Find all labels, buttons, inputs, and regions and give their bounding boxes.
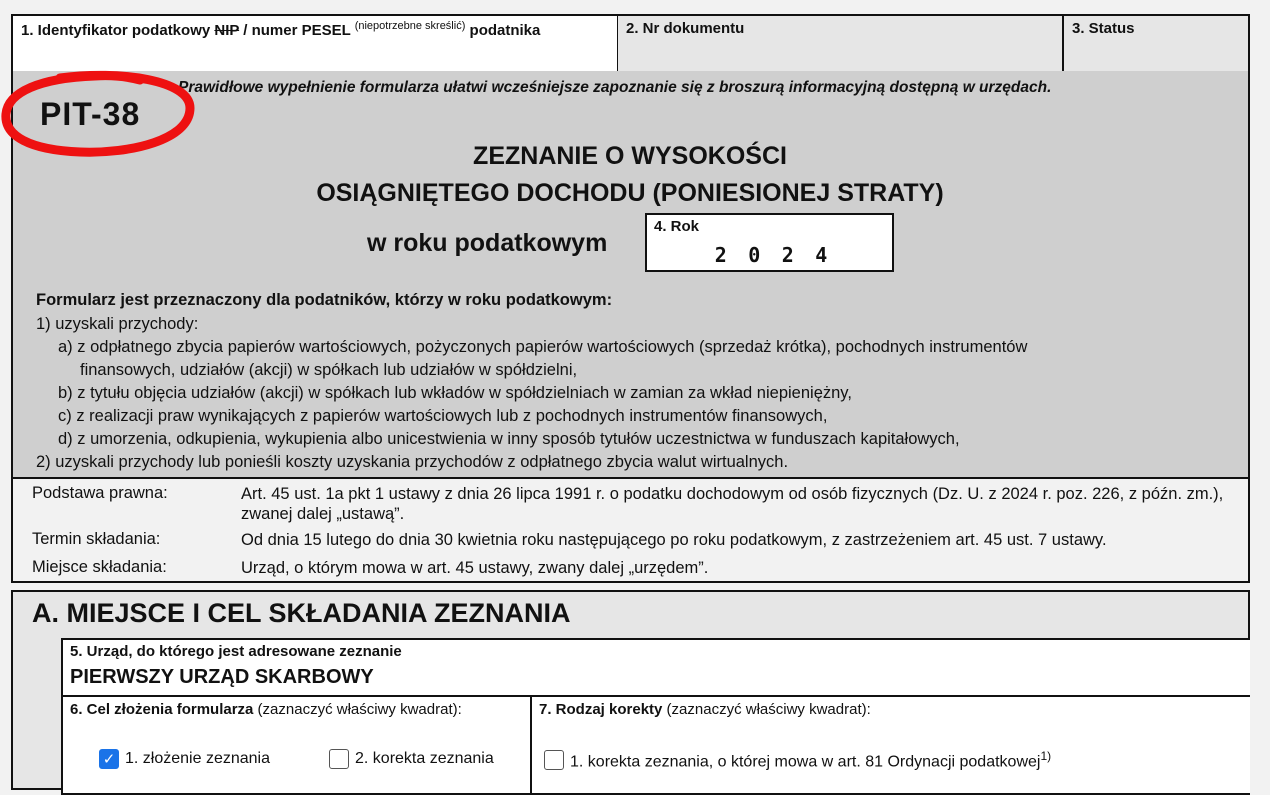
form-title-line-1: ZEZNANIE O WYSOKOŚCI [473, 142, 787, 170]
year-digit: 2 [781, 243, 794, 267]
field-3-label: 3. Status [1072, 20, 1135, 37]
field-3-status[interactable] [1063, 14, 1250, 73]
deadline-key: Termin składania: [32, 530, 161, 548]
option-correction[interactable] [329, 749, 494, 769]
list-item-2: 2) uzyskali przychody lub ponieśli koszty uzyskania przychodów z odpłatnego zbycia walut wirtualnych. [36, 453, 789, 471]
year-digits [704, 243, 838, 267]
year-digit: 4 [815, 243, 828, 267]
list-item-1c: c) z realizacji praw wynikających z papierów wartościowych lub z pochodnych instrumentów finansowych, [58, 407, 828, 425]
checkbox-checked-icon[interactable]: ✓ [99, 749, 119, 769]
option-correction-art81[interactable] [544, 749, 1051, 771]
field-6-label: 6. Cel złożenia formularza (zaznaczyć właściwy kwadrat): [70, 701, 462, 718]
list-item-1a-continued: finansowych, udziałów (akcji) w spółkach lub udziałów w spółdzielni, [80, 361, 578, 379]
field-1-label: 1. Identyfikator podatkowy NIP / numer PESEL $^{(niepotrzebne skreślić)}$ podatnika [21, 20, 541, 39]
legal-basis-value: Art. 45 ust. 1a pkt 1 ustawy z dnia 26 lipca 1991 r. o podatku dochodowym od osób fizycznych (Dz. U. z 2024 r. poz. 226, z późn. zm.), zwanej dalej „ustawą”. [241, 485, 1224, 523]
intro-text: Formularz jest przeznaczony dla podatników, którzy w roku podatkowym: [36, 291, 613, 309]
deadline-value: Od dnia 15 lutego do dnia 30 kwietnia roku następującego po roku podatkowym, z zastrzeżeniem art. 45 ust. 7 ustawy. [241, 531, 1107, 549]
option-label: 2. korekta zeznania [355, 750, 494, 767]
year-digit: 0 [748, 243, 761, 267]
field-2-document-number[interactable] [617, 14, 1064, 73]
section-a-title: A. MIEJSCE I CEL SKŁADANIA ZEZNANIA [32, 598, 571, 628]
form-title-line-3: w roku podatkowym [367, 229, 608, 257]
legal-basis-key: Podstawa prawna: [32, 484, 168, 502]
field-1-tax-id[interactable] [11, 14, 619, 73]
list-item-1d: d) z umorzenia, odkupienia, wykupienia albo unicestwienia w inny sposób tytułów uczestnictwa w funduszach kapitałowych, [58, 430, 960, 448]
field-7-label: 7. Rodzaj korekty (zaznaczyć właściwy kwadrat): [539, 701, 871, 718]
checkbox-icon[interactable] [329, 749, 349, 769]
option-file-return[interactable] [99, 749, 270, 769]
option-label: 1. korekta zeznania, o której mowa w art. 81 Ordynacji podatkowej$^{1)}$ [570, 749, 1052, 771]
list-item-1b: b) z tytułu objęcia udziałów (akcji) w spółkach lub wkładów w spółdzielniach w zamian za wkład niepieniężny, [58, 384, 852, 402]
year-digit: 2 [714, 243, 727, 267]
form-title-line-2: OSIĄGNIĘTEGO DOCHODU (PONIESIONEJ STRATY) [316, 179, 944, 207]
place-value: Urząd, o którym mowa w art. 45 ustawy, zwany dalej „urzędem”. [241, 559, 709, 577]
list-item-1: 1) uzyskali przychody: [36, 315, 199, 333]
field-2-label: 2. Nr dokumentu [626, 20, 745, 37]
option-label: 1. złożenie zeznania [125, 750, 270, 767]
field-5-label: 5. Urząd, do którego jest adresowane zeznanie [70, 643, 402, 660]
list-item-1a: a) z odpłatnego zbycia papierów wartościowych, pożyczonych papierów wartościowych (sprzedaż krótka), pochodnych instrumentów [58, 338, 1028, 356]
form-code: PIT-38 [40, 96, 141, 132]
place-key: Miejsce składania: [32, 558, 167, 576]
checkbox-icon[interactable] [544, 750, 564, 770]
field-5-value[interactable]: PIERWSZY URZĄD SKARBOWY [70, 666, 374, 688]
field-4-label: 4. Rok [654, 218, 700, 235]
form-notice: Prawidłowe wypełnienie formularza ułatwi wcześniejsze zapoznanie się z broszurą informacyjną dostępną w urzędach. [178, 79, 1052, 96]
